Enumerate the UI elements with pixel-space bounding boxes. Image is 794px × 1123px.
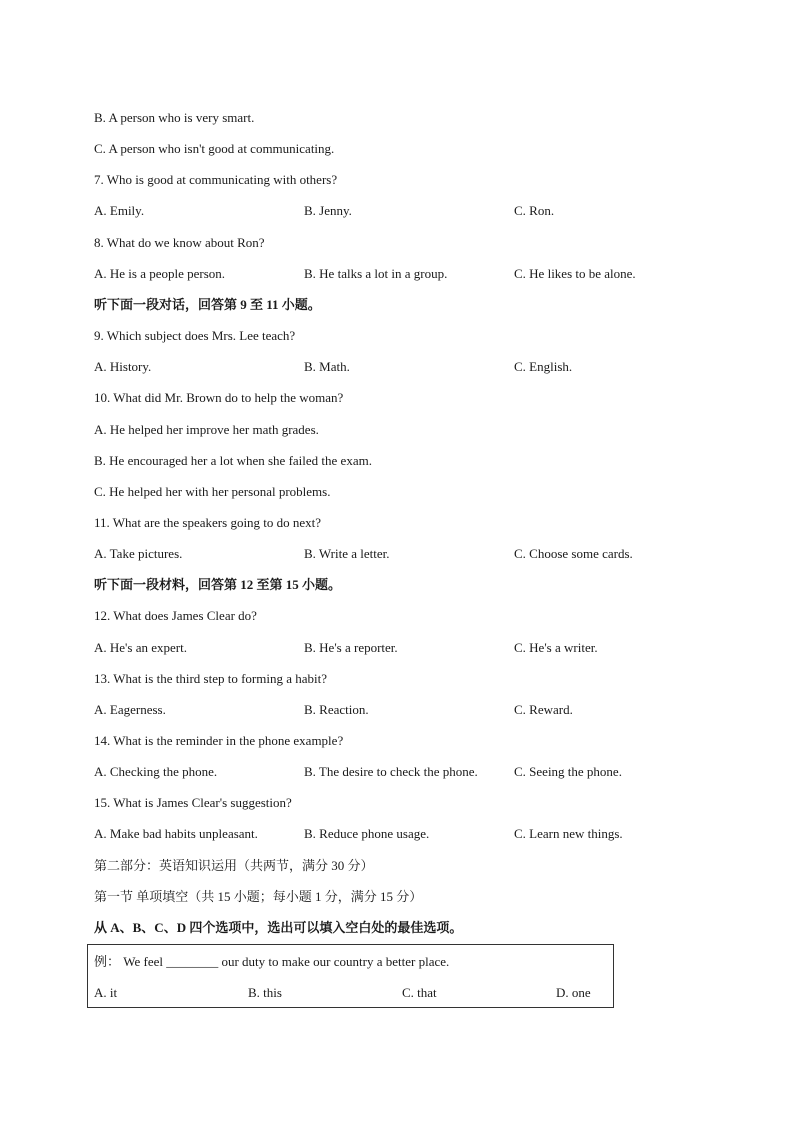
example-stem: 例： We feel ________ our duty to make our country a better place. bbox=[94, 954, 450, 969]
text-line: 7. Who is good at communicating with others? bbox=[94, 172, 338, 187]
text-line: 12. What does James Clear do? bbox=[94, 608, 257, 623]
section-heading: 从 A、B、C、D 四个选项中，选出可以填入空白处的最佳选项。 bbox=[94, 920, 463, 935]
option-b: B. Write a letter. bbox=[304, 546, 390, 561]
section-heading: 听下面一段材料，回答第 12 至第 15 小题。 bbox=[94, 577, 342, 592]
option-a: A. Checking the phone. bbox=[94, 764, 218, 779]
option-b: B. Jenny. bbox=[304, 203, 352, 218]
text-line: 14. What is the reminder in the phone example? bbox=[94, 733, 344, 748]
example-option-a: A. it bbox=[94, 985, 118, 1000]
text-line: 8. What do we know about Ron? bbox=[94, 235, 265, 250]
example-option-b: B. this bbox=[248, 985, 282, 1000]
option-c: C. He's a writer. bbox=[514, 640, 598, 655]
example-option-c: C. that bbox=[402, 985, 437, 1000]
example-box bbox=[87, 944, 614, 1008]
option-c: C. He likes to be alone. bbox=[514, 266, 636, 281]
text-line: B. A person who is very smart. bbox=[94, 110, 255, 125]
option-b: B. The desire to check the phone. bbox=[304, 764, 478, 779]
text-line: C. He helped her with her personal problems. bbox=[94, 484, 331, 499]
option-a: A. Emily. bbox=[94, 203, 145, 218]
text-line: B. He encouraged her a lot when she failed the exam. bbox=[94, 453, 372, 468]
option-a: A. He's an expert. bbox=[94, 640, 187, 655]
text-line: 15. What is James Clear's suggestion? bbox=[94, 795, 292, 810]
option-c: C. Learn new things. bbox=[514, 826, 623, 841]
example-option-d: D. one bbox=[556, 985, 591, 1000]
text-line: 13. What is the third step to forming a habit? bbox=[94, 671, 327, 686]
option-c: C. English. bbox=[514, 359, 573, 374]
option-b: B. Reduce phone usage. bbox=[304, 826, 430, 841]
option-a: A. He is a people person. bbox=[94, 266, 226, 281]
text-line: 11. What are the speakers going to do next? bbox=[94, 515, 322, 530]
option-b: B. Reaction. bbox=[304, 702, 369, 717]
option-b: B. He's a reporter. bbox=[304, 640, 398, 655]
text-line: C. A person who isn't good at communicating. bbox=[94, 141, 335, 156]
option-c: C. Seeing the phone. bbox=[514, 764, 622, 779]
option-c: C. Reward. bbox=[514, 702, 573, 717]
text-line: 9. Which subject does Mrs. Lee teach? bbox=[94, 328, 296, 343]
text-line: 第二部分：英语知识运用（共两节，满分 30 分） bbox=[94, 858, 374, 873]
option-a: A. Eagerness. bbox=[94, 702, 166, 717]
option-a: A. Make bad habits unpleasant. bbox=[94, 826, 258, 841]
option-c: C. Ron. bbox=[514, 203, 555, 218]
option-c: C. Choose some cards. bbox=[514, 546, 633, 561]
text-line: 10. What did Mr. Brown do to help the woman? bbox=[94, 390, 344, 405]
option-b: B. He talks a lot in a group. bbox=[304, 266, 448, 281]
section-heading: 听下面一段对话，回答第 9 至 11 小题。 bbox=[94, 297, 321, 312]
option-a: A. Take pictures. bbox=[94, 546, 183, 561]
option-b: B. Math. bbox=[304, 359, 350, 374]
option-a: A. History. bbox=[94, 359, 152, 374]
text-line: A. He helped her improve her math grades. bbox=[94, 422, 319, 437]
text-line: 第一节 单项填空（共 15 小题；每小题 1 分，满分 15 分） bbox=[94, 889, 423, 904]
